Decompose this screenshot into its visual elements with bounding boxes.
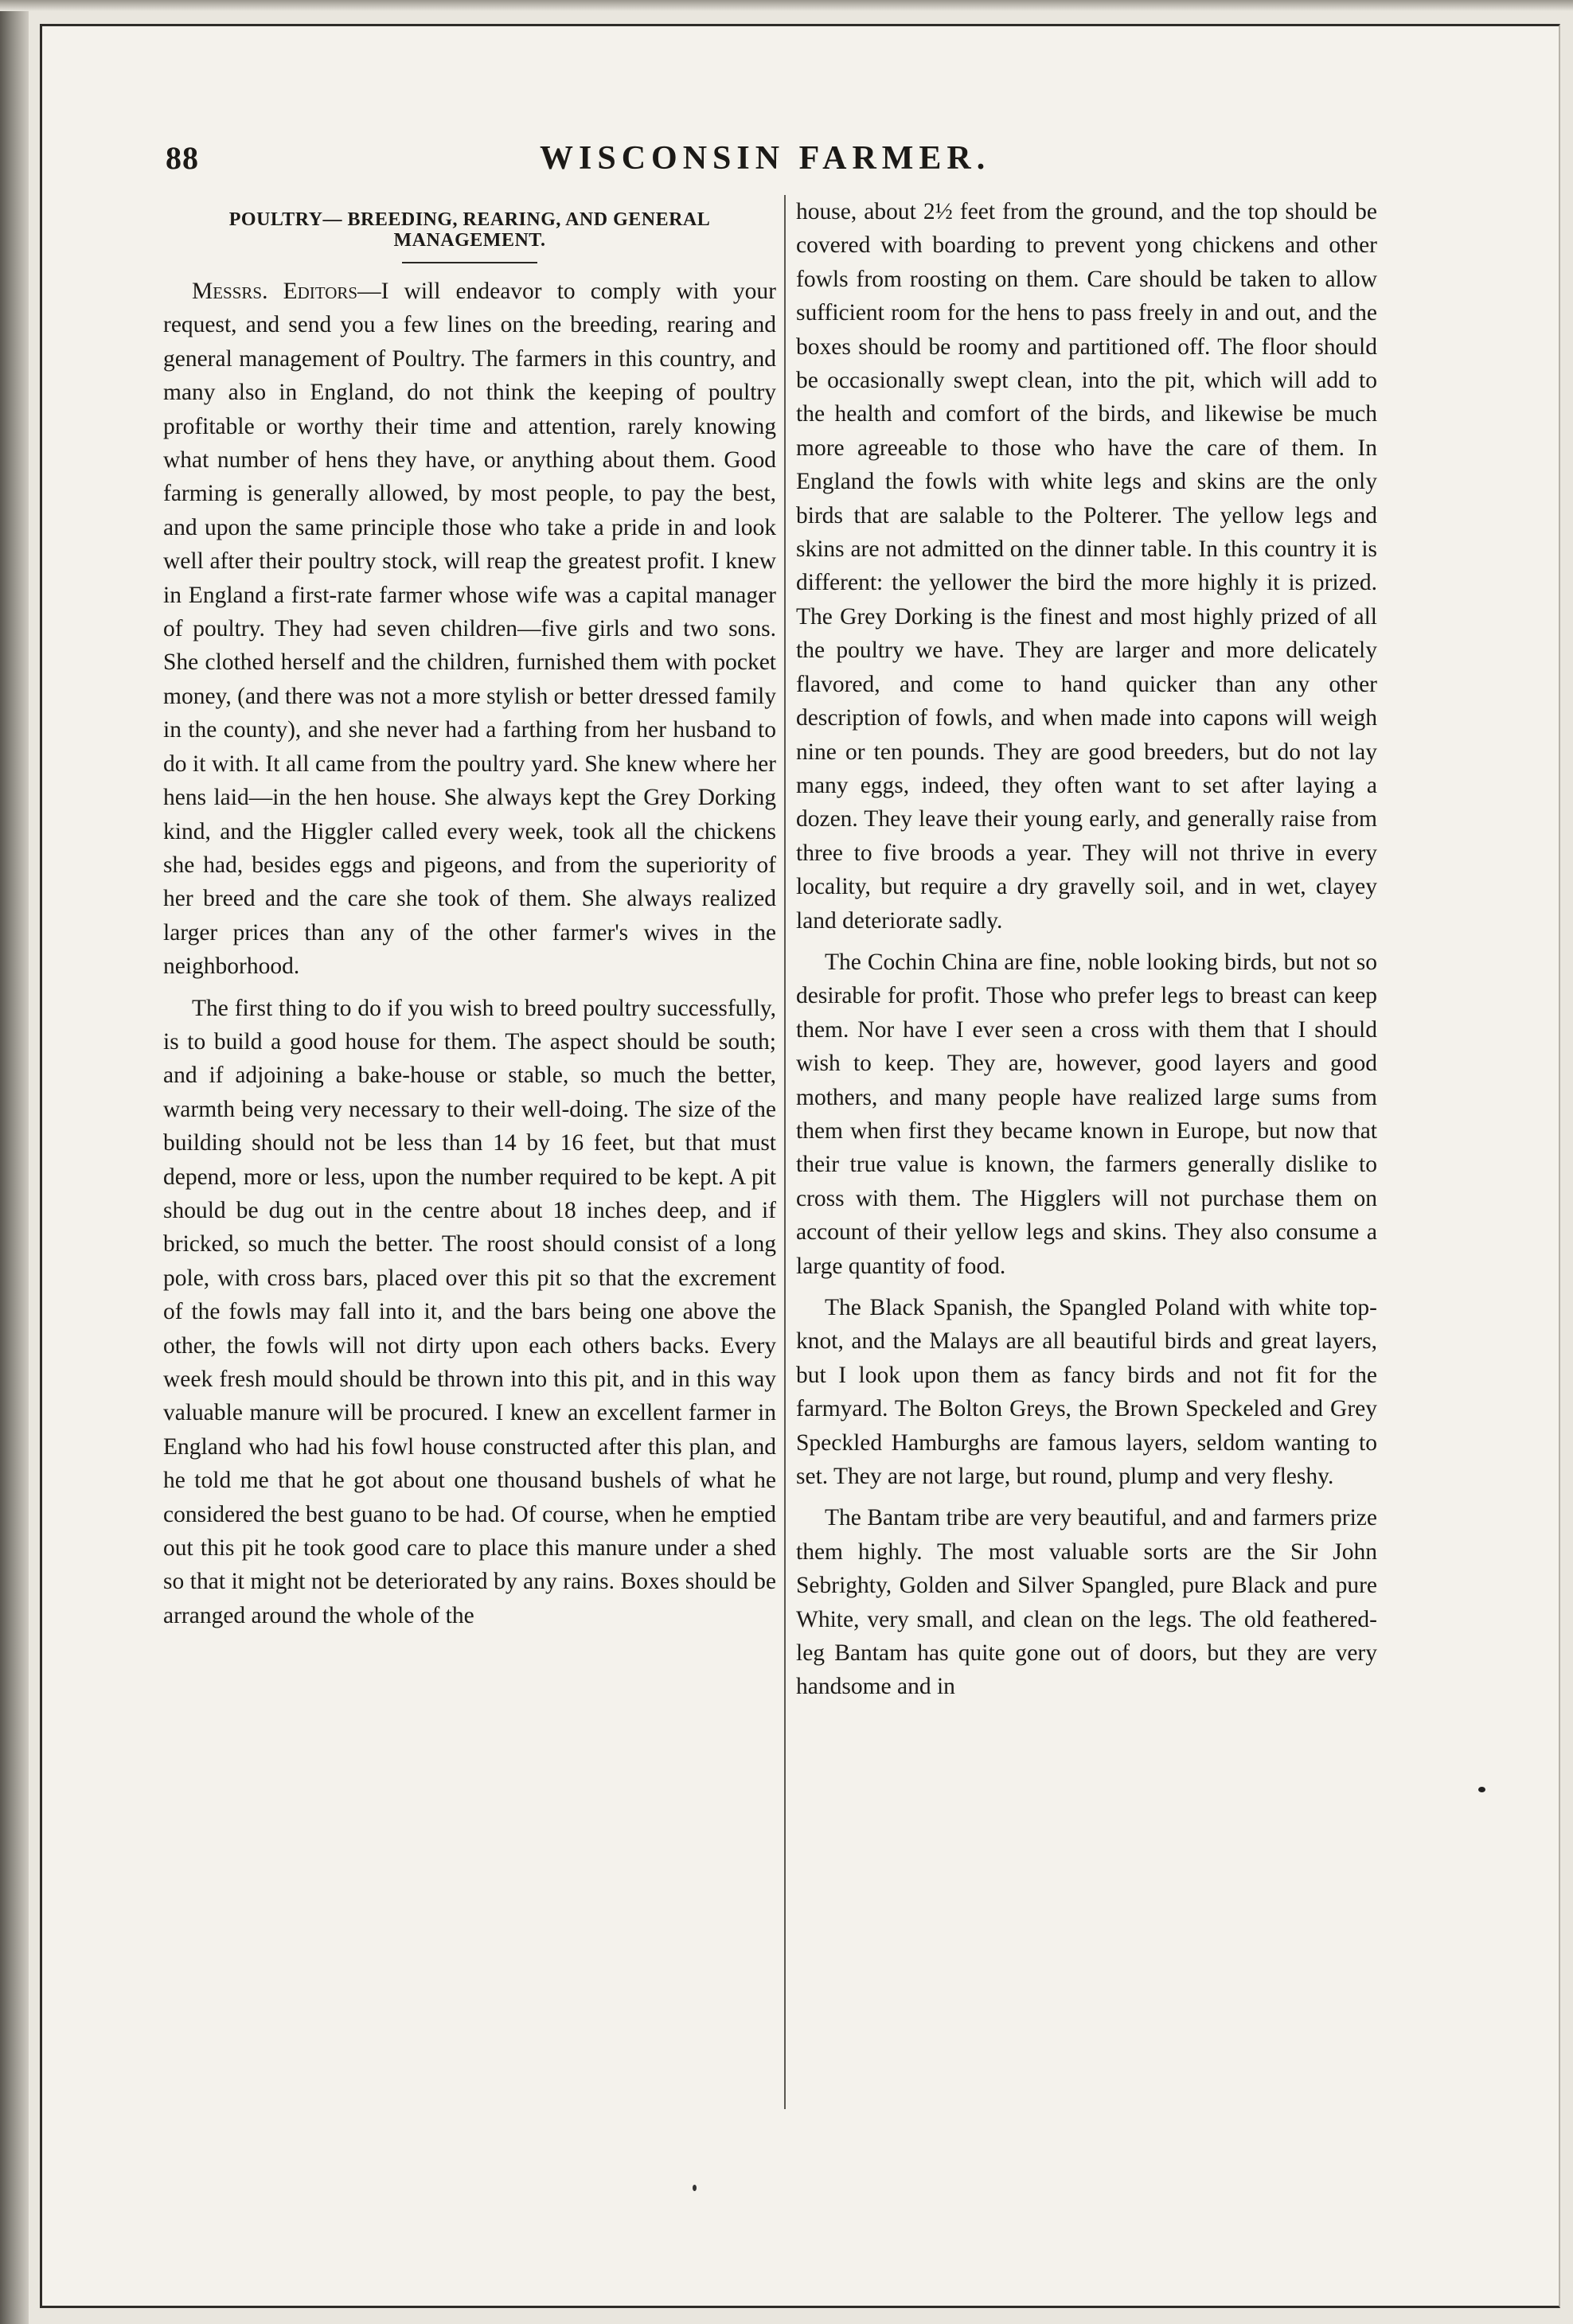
right-column: [796, 195, 1377, 2121]
paragraph: The Bantam tribe are very beautiful, and and farmers prize them highly. The most valuable sorts are the Sir John Sebrighty, Golden and Silver Spangled, pure Black and pure White, very small, and clean on the legs. The old feathered-leg Bantam has quite gone out of doors, but they are very handsome and in: [796, 1505, 1377, 1700]
scan-edge-top: [0, 0, 1573, 11]
ink-speck: [1478, 1787, 1485, 1792]
ink-speck: [693, 2185, 697, 2191]
journal-title: WISCONSIN FARMER.: [540, 140, 991, 177]
salutation: Messrs. Editors: [192, 279, 358, 304]
running-head: [166, 139, 1407, 187]
paragraph-text: —I will endeavor to comply with your request, and send you a few lines on the breeding, rearing and general management of Poultry. The farmers in this country, and many also in England, do not think the keeping of poultry profitable or worthy their time and attention, rarely knowing what number of hens they have, or anything about them. Good farming is generally allowed, by most people, to pay the best, and upon the same principle those who take a pride in and look well after their poultry stock, will reap the greatest profit. I knew in England a first-rate farmer whose wife was a capital manager of poultry. They had seven children—five girls and two sons. She clothed herself and the children, furnished them with pocket money, (and there was not a more stylish or better dressed family in the county), and she never had a farthing from her husband to do it with. It all came from the poultry yard. She knew where her hens laid—in the hen house. She always kept the Grey Dorking kind, and the Higgler called every week, took all the chickens she had, besides eggs and pigeons, and from the superiority of her breed and the care she took of them. She always realized larger prices than any of the other farmer's wives in the neighborhood.: [163, 279, 776, 980]
paragraph: house, about 2½ feet from the ground, and the top should be covered with boarding to prevent yong chickens and other fowls from roosting on them. Care should be taken to allow sufficient room for the hens to pass freely in and out, and the boxes should be roomy and partitioned off. The floor should be occasionally swept clean, into the pit, which will add to the health and comfort of the birds, and likewise be much more agreeable to those who have the care of them. In England the fowls with white legs and skins are the only birds that are salable to the Polterer. The yellow legs and skins are not admitted on the dinner table. In this country it is different: the yellower the bird the more highly it is prized. The Grey Dorking is the finest and most highly prized of all the poultry we have. They are larger and more delicately flavored, and come to hand quicker than any other description of fowls, and when made into capons will weigh nine or ten pounds. They are good breeders, but do not lay many eggs, indeed, they often want to set after laying a dozen. They leave their young early, and generally raise from three to five broods a year. They will not thrive in every locality, but require a dry gravelly soil, and in wet, clayey land deteriorate sadly.: [796, 199, 1377, 934]
page-number: 88: [166, 140, 199, 176]
paragraph: The Black Spanish, the Spangled Poland with white top-knot, and the Malays are all beautiful birds and great layers, but I look upon them as fancy birds and not fit for the farmyard. The Bolton Greys, the Brown Speckeled and Grey Speckled Hamburghs are famous layers, seldom wanting to set. They are not large, but round, plump and very fleshy.: [796, 1295, 1377, 1490]
scan-edge: [0, 0, 29, 2324]
left-column: [163, 195, 776, 2121]
heading-rule: [402, 262, 537, 263]
article-heading: POULTRY— BREEDING, REARING, AND GENERAL MANAGEMENT.: [228, 209, 711, 251]
paragraph: [163, 275, 776, 984]
paragraph: The Cochin China are fine, noble looking birds, but not so desirable for profit. Those who prefer legs to breast can keep them. Nor have I ever seen a cross with them that I should wish to keep. They are, however, good layers and good mothers, and many people have realized large sums from them when first they became known in Europe, but now that their true value is known, the farmers generally dislike to cross with them. The Higglers will not purchase them on account of their yellow legs and skins. They also consume a large quantity of food.: [796, 949, 1377, 1279]
column-divider: [784, 195, 786, 2109]
paragraph: The first thing to do if you wish to breed poultry successfully, is to build a good house for them. The aspect should be south; and if adjoining a bake-house or stable, so much the better, warmth being very necessary to their well-doing. The size of the building should not be less than 14 by 16 feet, but that must depend, more or less, upon the number required to be kept. A pit should be dug out in the centre about 18 inches deep, and if bricked, so much the better. The roost should consist of a long pole, with cross bars, placed over this pit so that the excrement of the fowls may fall into it, and the bars being one above the other, the fowls will not dirty upon each others backs. Every week fresh mould should be thrown into this pit, and in this way valuable manure will be procured. I knew an excellent farmer in England who had his fowl house constructed after this plan, and he told me that he got about one thousand bushels of what he considered the best guano to be had. Of course, when he emptied out this pit he took good care to place this manure under a shed so that it might not be deteriorated by any rains. Boxes should be arranged around the whole of the: [163, 995, 776, 1628]
